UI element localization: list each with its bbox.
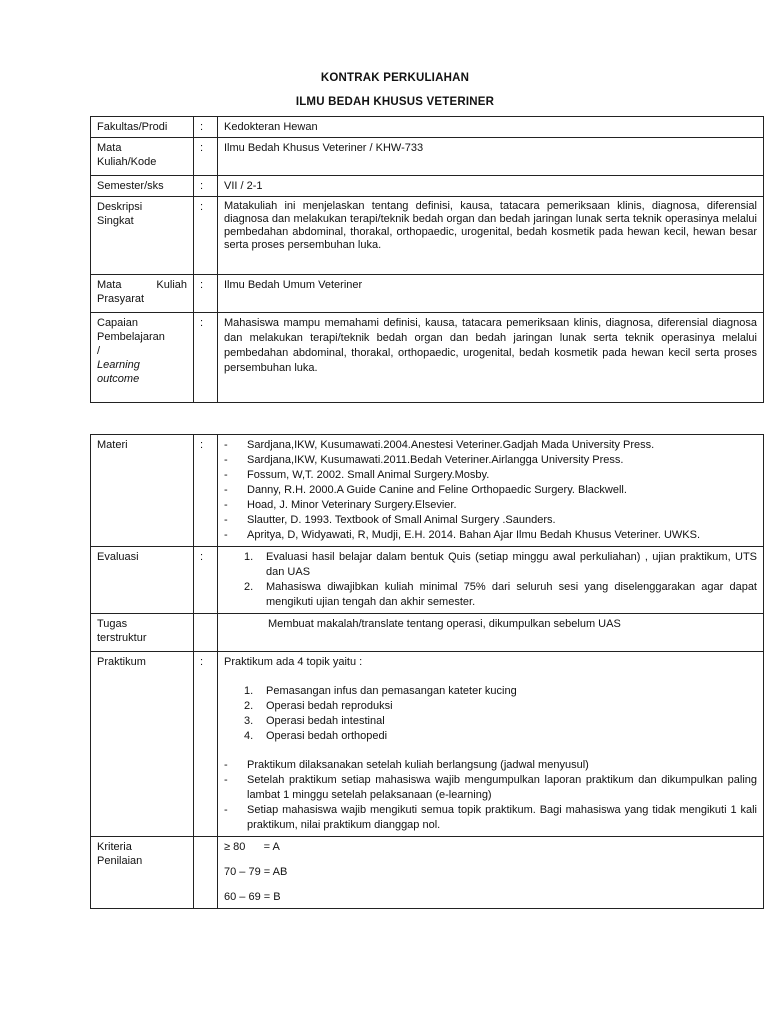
- colon: :: [194, 435, 218, 547]
- label-line: Tugas: [97, 618, 128, 630]
- label-line: Singkat: [97, 215, 134, 227]
- materi-list-cell: [218, 435, 764, 547]
- item-text: Operasi bedah intestinal: [266, 715, 385, 727]
- colon-empty: [194, 837, 218, 909]
- materi-list: [222, 438, 757, 543]
- label-line: Capaian: [97, 317, 138, 329]
- label-line: Prasyarat: [97, 293, 145, 305]
- label-line: Deskripsi: [97, 201, 143, 213]
- list-item: [222, 714, 757, 729]
- label-line: Penilaian: [97, 855, 143, 867]
- table-row: [91, 313, 764, 403]
- colon: :: [194, 138, 218, 176]
- grade-line: 60 – 69 = B: [224, 891, 281, 903]
- praktikum-topics: [222, 684, 757, 744]
- label-line: Mata: [97, 142, 122, 154]
- list-item: - Sardjana,IKW, Kusumawati.2004.Anestesi Veteriner.Gadjah Mada University Press.: [222, 438, 757, 453]
- tugas-label: [91, 614, 194, 652]
- label-word: Mata: [97, 279, 122, 291]
- list-item: [222, 550, 757, 580]
- deskripsi-value: Matakuliah ini menjelaskan tentang definisi, kausa, tatacara pemeriksaan klinis, diagnosa, diferensial diagnosa dan melakukan terapi/teknik bedah organ dan bedah jaringan lunak serta teknik operasinya melalui pembedahan abdominal, thorakal, orthopaedic, urogenital, bedah kosmetik pada hewan kecil, hewan besar serta proses persembuhan luka.: [218, 197, 764, 275]
- item-number: 3.: [244, 715, 254, 727]
- list-item: - Slautter, D. 1993. Textbook of Small Animal Surgery .Saunders.: [222, 513, 757, 528]
- table-row: [91, 547, 764, 614]
- table-row: [91, 275, 764, 313]
- praktikum-cell: [218, 652, 764, 837]
- label-line: terstruktur: [97, 632, 147, 644]
- colon: :: [194, 197, 218, 275]
- list-item: [222, 580, 757, 610]
- item-number: 1.: [244, 551, 254, 563]
- fakultas-label: Fakultas/Prodi: [91, 117, 194, 138]
- evaluasi-list: [222, 550, 757, 610]
- grade-line: 70 – 79 = AB: [224, 866, 288, 878]
- table-row: [91, 197, 764, 275]
- list-item: [222, 684, 757, 699]
- table-row: [91, 117, 764, 138]
- list-item: - Hoad, J. Minor Veterinary Surgery.Elsevier.: [222, 498, 757, 513]
- semester-value: VII / 2-1: [218, 176, 764, 197]
- prasyarat-label: [91, 275, 194, 313]
- capaian-value: Mahasiswa mampu memahami definisi, kausa, tatacara pemeriksaan klinis, diagnosa, diferensial diagnosa dan melakukan terapi/teknik bedah organ dan bedah jaringan lunak serta teknik operasinya melalui pembedahan abdominal, thorakal, orthopaedic, urogenital, bedah kosmetik pada hewan kecil serta proses persembuhan luka.: [218, 313, 764, 403]
- label-line: Kuliah/Kode: [97, 156, 157, 168]
- table-row: [91, 837, 764, 909]
- table-row: [91, 614, 764, 652]
- course-detail-table: [90, 434, 764, 909]
- list-item: [222, 699, 757, 714]
- colon: :: [194, 275, 218, 313]
- list-item: - Danny, R.H. 2000.A Guide Canine and Feline Orthopaedic Surgery. Blackwell.: [222, 483, 757, 498]
- evaluasi-list-cell: [218, 547, 764, 614]
- mata-kuliah-label: [91, 138, 194, 176]
- label-line: Pembelajaran: [97, 331, 165, 343]
- deskripsi-label: [91, 197, 194, 275]
- mata-kuliah-value: Ilmu Bedah Khusus Veteriner / KHW-733: [218, 138, 764, 176]
- colon-empty: [194, 614, 218, 652]
- item-text: Pemasangan infus dan pemasangan kateter kucing: [266, 685, 517, 697]
- item-number: 4.: [244, 730, 254, 742]
- fakultas-value: Kedokteran Hewan: [218, 117, 764, 138]
- list-item: - Setiap mahasiswa wajib mengikuti semua topik praktikum. Bagi mahasiswa yang tidak mengikuti 1 kali praktikum, nilai praktikum dianggap nol.: [222, 803, 757, 833]
- item-text: Operasi bedah orthopedi: [266, 730, 388, 742]
- praktikum-intro: Praktikum ada 4 topik yaitu :: [224, 656, 363, 668]
- course-info-table: [90, 116, 764, 403]
- colon: :: [194, 117, 218, 138]
- label-word: Kuliah: [156, 279, 187, 291]
- table-row: [91, 652, 764, 837]
- table-row: [91, 138, 764, 176]
- grade-line: ≥ 80 = A: [224, 841, 280, 853]
- item-text: Evaluasi hasil belajar dalam bentuk Quis (setiap minggu awal perkuliahan) , ujian praktikum, UTS dan UAS: [266, 551, 757, 578]
- colon: :: [194, 547, 218, 614]
- evaluasi-label: Evaluasi: [91, 547, 194, 614]
- list-item: - Praktikum dilaksanakan setelah kuliah berlangsung (jadwal menyusul): [222, 758, 757, 773]
- label-line: outcome: [97, 373, 140, 385]
- praktikum-label: Praktikum: [91, 652, 194, 837]
- colon: :: [194, 652, 218, 837]
- table-row: [91, 435, 764, 547]
- item-number: 2.: [244, 700, 254, 712]
- label-line: Kriteria: [97, 841, 132, 853]
- kriteria-grades: [218, 837, 764, 909]
- list-item: - Apritya, D, Widyawati, R, Mudji, E.H. 2014. Bahan Ajar Ilmu Bedah Khusus Veteriner. UWKS.: [222, 528, 757, 543]
- label-line: [97, 278, 187, 292]
- table-row: [91, 176, 764, 197]
- label-line: /: [97, 345, 101, 357]
- kriteria-label: [91, 837, 194, 909]
- item-text: Mahasiswa diwajibkan kuliah minimal 75% dari seluruh sesi yang diselenggarakan agar dapat mengikuti ujian tengah dan akhir semester.: [266, 581, 757, 608]
- semester-label: Semester/sks: [91, 176, 194, 197]
- item-number: 2.: [244, 581, 254, 593]
- prasyarat-value: Ilmu Bedah Umum Veteriner: [218, 275, 764, 313]
- item-text: Operasi bedah reproduksi: [266, 700, 393, 712]
- colon: :: [194, 176, 218, 197]
- list-item: - Fossum, W,T. 2002. Small Animal Surgery.Mosby.: [222, 468, 757, 483]
- item-number: 1.: [244, 685, 254, 697]
- list-item: - Setelah praktikum setiap mahasiswa wajib mengumpulkan laporan praktikum dan dikumpulkan paling lambat 1 minggu setelah pelaksanaan (e-learning): [222, 773, 757, 803]
- materi-label: Materi: [91, 435, 194, 547]
- capaian-label: [91, 313, 194, 403]
- list-item: [222, 729, 757, 744]
- document-title: KONTRAK PERKULIAHAN: [320, 72, 470, 84]
- list-item: - Sardjana,IKW, Kusumawati.2011.Bedah Veteriner.Airlangga University Press.: [222, 453, 757, 468]
- label-line: Learning: [97, 359, 140, 371]
- colon: :: [194, 313, 218, 403]
- document-subtitle: ILMU BEDAH KHUSUS VETERINER: [295, 96, 495, 108]
- tugas-value: Membuat makalah/translate tentang operasi, dikumpulkan sebelum UAS: [218, 614, 764, 652]
- praktikum-notes: [222, 758, 757, 833]
